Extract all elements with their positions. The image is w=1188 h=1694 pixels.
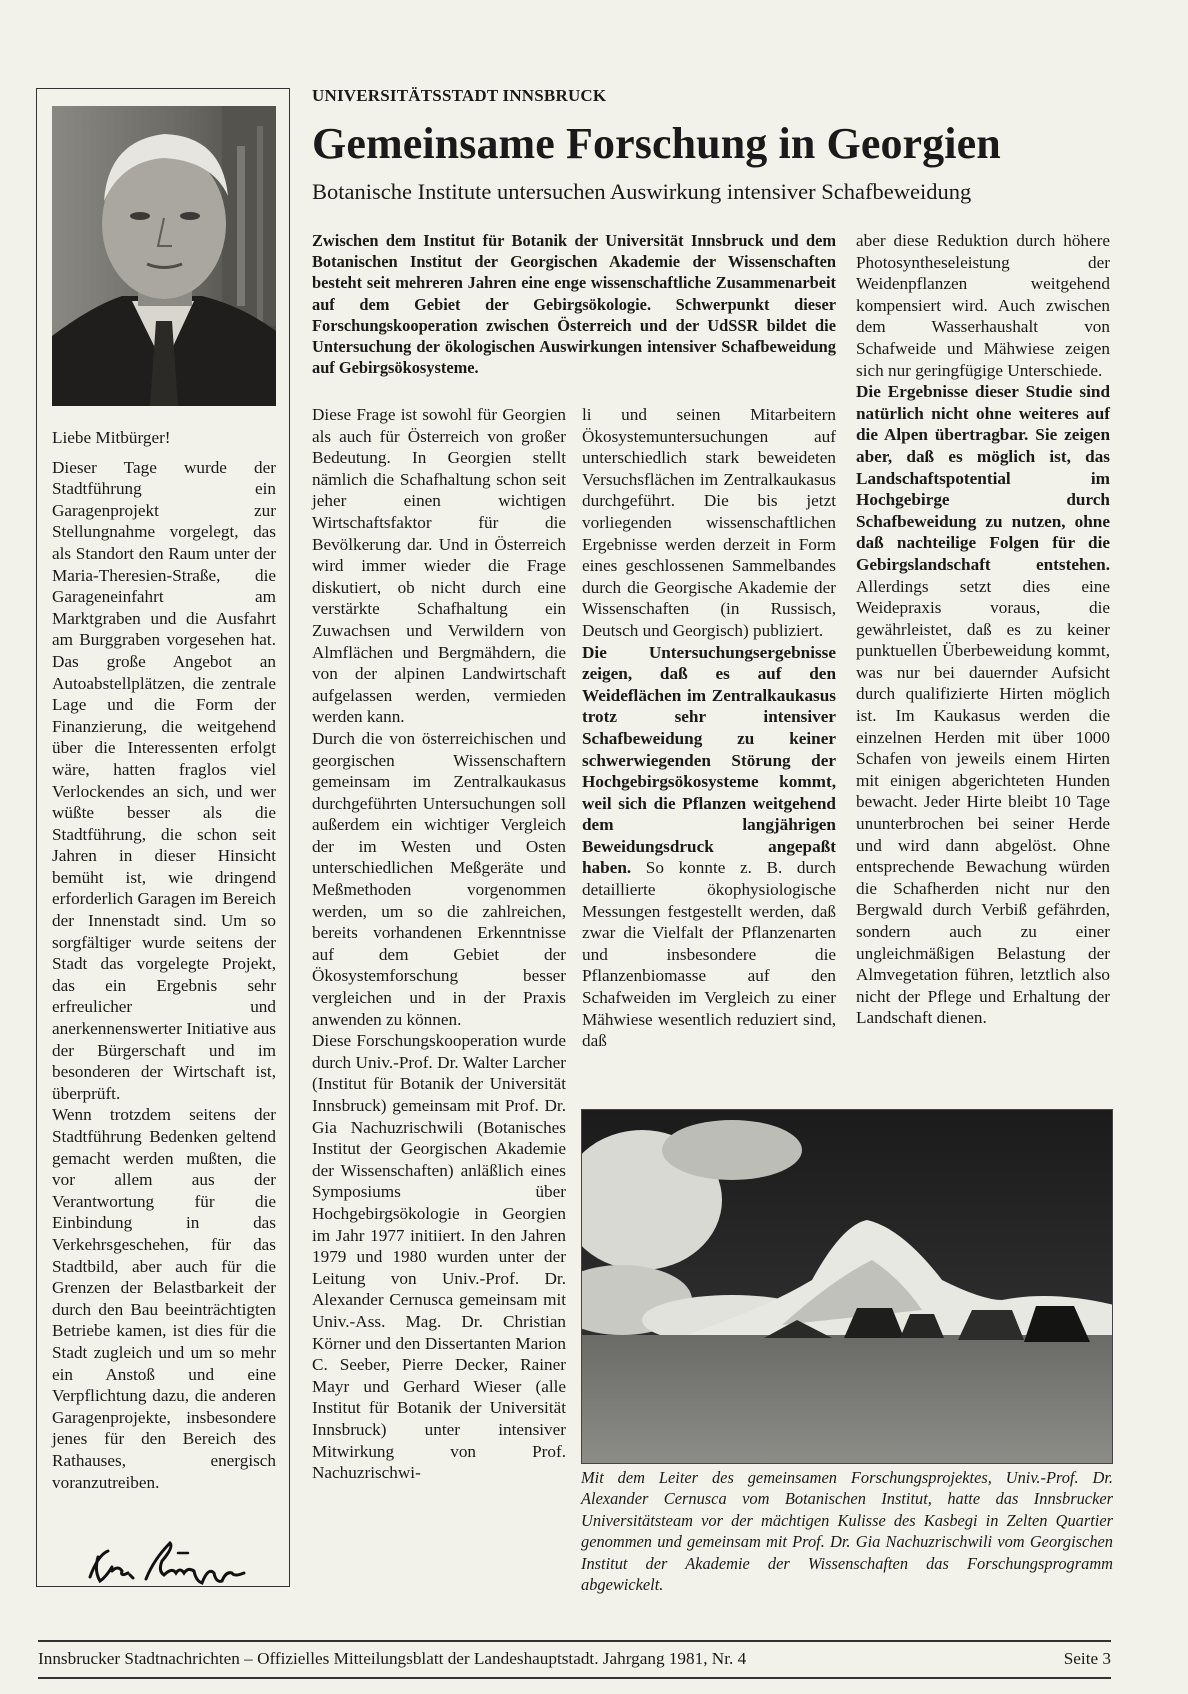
page-number: Seite 3 (1063, 1649, 1111, 1668)
article-paragraph: Durch die von österreichischen und georgischen Wissenschaftern gemeinsam im Zentralkaukasus durchgeführten Untersuchungen soll außerdem ein wichtiger Vergleich der im Westen und Osten unterschiedlichen Meßgeräte und Meßmethoden vorgenommen werden, um so die zahlreichen, bereits vorhandenen Erkenntnisse auf dem Gebiet der Ökosystemforschung besser vergleichen und in der Praxis anwenden zu können. (312, 728, 566, 1029)
signature-icon (84, 1537, 264, 1589)
footer-rule-bottom (38, 1677, 1111, 1679)
photo-caption: Mit dem Leiter des gemeinsamen Forschungsprojektes, Univ.-Prof. Dr. Alexander Cernusca vom Botanischen Institut, hatte das Innsbrucker Universitätsteam vor der mächtigen Kulisse des Kasbegi in Zelten Quartier genommen und gemeinsam mit Prof. Dr. Gia Nachuzrischwili vom Georgischen Institut der Akademie der Wissenschaften das Forschungsprogramm abgewickelt. (581, 1468, 1113, 1595)
article-column-2 (582, 404, 836, 1052)
article-paragraph: aber diese Reduktion durch höhere Photosyntheseleistung der Weidenpflanzen weitgehend kompensiert wird. Auch zwischen dem Wasserhaushalt von Schafweide und Mähwiese zeigen sich nur geringfügige Unterschiede. (856, 231, 1110, 380)
article-paragraph (856, 381, 1110, 1029)
conclusion-detail: Allerdings setzt dies eine Weidepraxis voraus, die gewährleistet, daß es zu keiner punktuellen Überbeweidung kommt, was nur bei dauernder Aufsicht durch qualifizierte Hirten möglich ist. Im Kaukasus werden die einzelnen Herden mit über 1000 Schafen von jeweils einem Hirten mit einigen abgerichteten Hunden bewacht. Jeder Hirte bleibt 10 Tage ununterbrochen bei seiner Herde und wird dann abgelöst. Ohne entsprechende Bewachung würden die Schafherden nicht nur den Bergwald durch Verbiß gefährden, sondern auch zu einer ungleichmäßigen Belastung der Almvegetation führen, letztlich also nicht der Pflege und Erhaltung der Landschaft dienen. (856, 576, 1110, 1028)
letter-paragraph: Dieser Tage wurde der Stadtführung ein Garagenprojekt zur Stellungnahme vorgelegt, das als Standort den Raum unter der Maria-Theresien-Straße, die Garageneinfahrt am Marktgraben und die Ausfahrt am Burggraben vorgesehen hat. Das große Angebot an Autoabstellplätzen, die zentrale Lage und die Form der Finanzierung, die weitgehend über die Interessenten erfolgt wäre, hatten fraglos viel Verlockendes an sich, und wer wüßte besser als die Stadtführung, die schon seit Jahren in dieser Hinsicht bemüht ist, wie dringend erforderlich Garagen im Bereich der Innenstadt sind. Um so sorgfältiger wurde seitens der Stadt das vorgelegte Projekt, das ein Ergebnis sehr erfreulicher und anerkennenswerter Initiative aus der Bürgerschaft und im besonderen der Wirtschaft ist, überprüft. (52, 457, 276, 1103)
page-title: Gemeinsame Forschung in Georgien (312, 119, 1001, 168)
article-lead: Zwischen dem Institut für Botanik der Universität Innsbruck und dem Botanischen Institut der Georgischen Akademie der Wissenschaften besteht seit mehreren Jahren eine enge wissenschaftliche Zusammenarbeit auf dem Gebiet der Gebirgsökologie. Schwerpunkt dieser Forschungskooperation zwischen Österreich und der UdSSR bildet die Untersuchung der ökologischen Auswirkungen intensiver Schafbeweidung auf Gebirgsökosysteme. (312, 231, 836, 378)
article-paragraph (582, 642, 836, 1052)
article-column-3 (856, 230, 1110, 1029)
mayor-letter (52, 427, 276, 1493)
finding-detail: So konnte z. B. durch detaillierte ökophysiologische Messungen festgestellt werden, daß zwar die Vielfalt der Pflanzenarten und insbesondere die Pflanzenbiomasse auf den Schafweiden im Vergleich zu einer Mähwiese wesentlich reduziert sind, daß (582, 858, 836, 1051)
letter-salutation: Liebe Mitbürger! (52, 428, 171, 447)
footer-rule-top (38, 1640, 1111, 1642)
article-column-1 (312, 404, 566, 1484)
article-paragraph: Diese Forschungskooperation wurde durch Univ.-Prof. Dr. Walter Larcher (Institut für Botanik der Universität Innsbruck) gemeinsam mit Prof. Dr. Gia Nachuzrischwili (Botanisches Institut der Georgischen Akademie der Wissenschaften) anläßlich eines Symposiums über Hochgebirgsökologie in Georgien im Jahr 1977 initiiert. In den Jahren 1979 und 1980 wurden unter der Leitung von Univ.-Prof. Dr. Alexander Cernusca gemeinsam mit Univ.-Ass. Mag. Dr. Christian Körner und den Dissertanten Marion C. Seeber, Pierre Decker, Rainer Mayr und Gerhard Wieser (alle Institut für Botanik der Universität Innsbruck) unter intensiver Mitwirkung von Prof. Nachuzrischwi- (312, 1031, 566, 1483)
mountain-camp-photo-icon (581, 1109, 1113, 1464)
letter-paragraph: Wenn trotzdem seitens der Stadtführung Bedenken geltend gemacht werden mußten, die vor allem aus der Verantwortung für die Einbindung in das Verkehrsgeschehen, für das Stadtbild, aber auch für die Grenzen der Belastbarkeit der durch den Bau beeinträchtigten Betriebe kamen, ist dies für die Stadt zugleich und um so mehr ein Anstoß und eine Verpflichtung dazu, die anderen Garagenprojekte, insbesondere jenes für den Bereich des Rathauses, energisch voranzutreiben. (52, 1105, 276, 1492)
bold-conclusion: Die Ergebnisse dieser Studie sind natürlich nicht ohne weiteres auf die Alpen übertragbar. Sie zeigen aber, daß es möglich ist, das Landschaftspotential im Hochgebirge durch Schafbeweidung zu nutzen, ohne daß nachteilige Folgen für die Gebirgslandschaft entstehen. (856, 382, 1110, 574)
article-paragraph: li und seinen Mitarbeitern Ökosystemuntersuchungen auf unterschiedlich stark beweideten Versuchsflächen im Zentralkaukasus durchgeführt. Die bis jetzt vorliegenden wissenschaftlichen Ergebnisse werden derzeit in Form eines geschlossenen Sammelbandes durch die Georgische Akademie der Wissenschaften (in Russisch, Deutsch und Georgisch) publiziert. (582, 405, 836, 640)
bold-finding: Die Untersuchungsergebnisse zeigen, daß es auf den Weideflächen im Zentralkaukasus trotz sehr intensiver Schafbeweidung zu keiner schwerwiegenden Störung der Hochgebirgsökosysteme kommt, weil sich die Pflanzen weitgehend dem langjährigen Beweidungsdruck angepaßt haben. (582, 642, 836, 878)
subheadline: Botanische Institute untersuchen Auswirkung intensiver Schafbeweidung (312, 179, 972, 204)
section-kicker: UNIVERSITÄTSSTADT INNSBRUCK (312, 86, 607, 105)
article-paragraph: Diese Frage ist sowohl für Georgien als auch für Österreich von großer Bedeutung. In Georgien stellt nämlich die Schafhaltung schon seit jeher einen wichtigen Wirtschaftsfaktor für die Bevölkerung dar. Und in Österreich wird immer wieder die Frage diskutiert, ob nicht durch eine verstärkte Schafhaltung ein Zuwachsen und Verwildern von Almflächen und Bergmähdern, die von der alpinen Landwirtschaft aufgelassen werden, vermieden werden kann. (312, 405, 566, 727)
publication-line: Innsbrucker Stadtnachrichten – Offizielles Mitteilungsblatt der Landeshauptstadt. Jahrgang 1981, Nr. 4 (38, 1649, 747, 1668)
portrait-photo-icon (52, 106, 276, 406)
